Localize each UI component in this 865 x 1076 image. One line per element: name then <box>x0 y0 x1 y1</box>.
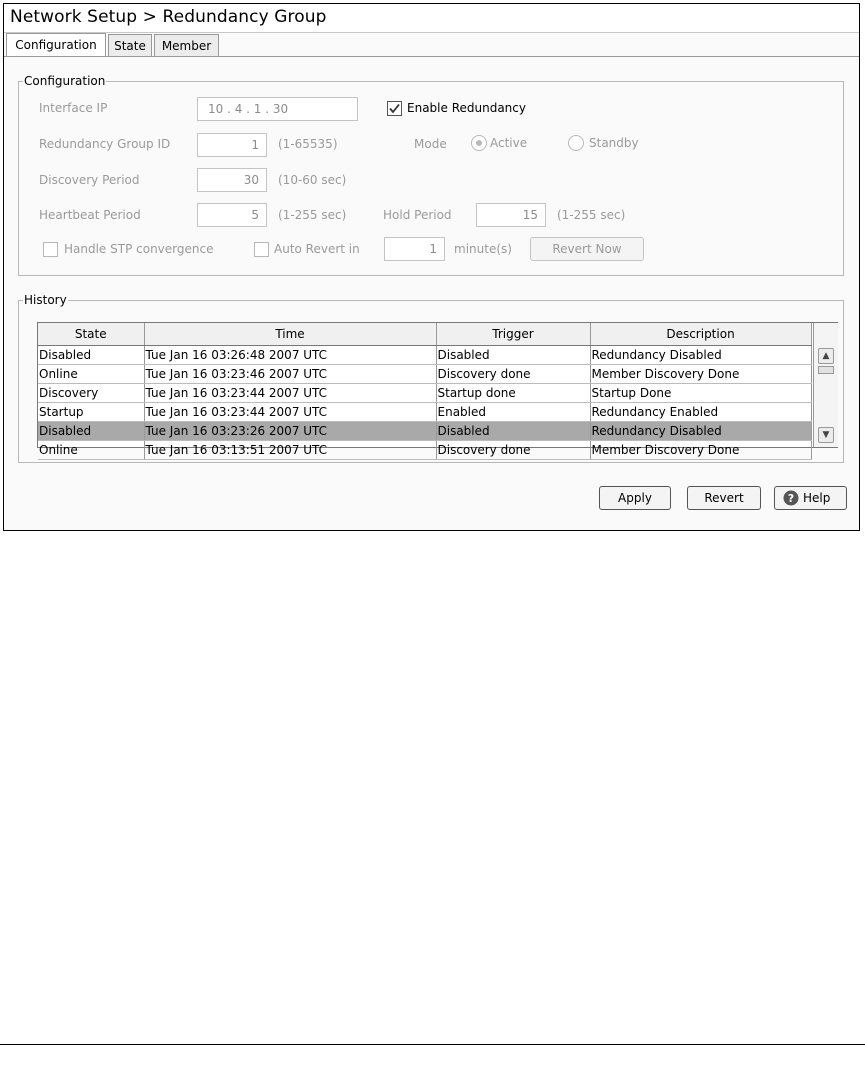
cell-description: Startup Done <box>590 384 811 403</box>
column-header-description[interactable]: Description <box>590 323 811 346</box>
group-id-range: (1-65535) <box>278 137 338 151</box>
mode-active-radio[interactable] <box>471 135 487 151</box>
page-title: Network Setup > Redundancy Group <box>10 7 327 27</box>
page-bottom-rule <box>0 1044 865 1045</box>
tab-state[interactable]: State <box>108 34 152 56</box>
enable-redundancy-label: Enable Redundancy <box>407 101 526 115</box>
cell-description: Redundancy Disabled <box>590 346 811 365</box>
auto-revert-minutes-field[interactable]: 1 <box>384 237 445 261</box>
cell-trigger: Discovery done <box>436 365 590 384</box>
hold-period-field[interactable]: 15 <box>476 203 546 227</box>
tab-member[interactable]: Member <box>154 34 219 56</box>
tab-configuration[interactable]: Configuration <box>6 33 106 57</box>
cell-state: Startup <box>38 403 144 422</box>
tab-divider <box>4 56 859 57</box>
radio-selected-dot <box>476 140 482 146</box>
cell-state: Disabled <box>38 422 144 441</box>
mode-standby-radio[interactable] <box>568 135 584 151</box>
table-row-selected[interactable] <box>38 422 811 441</box>
cell-time: Tue Jan 16 03:23:44 2007 UTC <box>144 384 436 403</box>
cell-trigger: Disabled <box>436 346 590 365</box>
column-header-trigger[interactable]: Trigger <box>436 323 590 346</box>
heartbeat-period-range: (1-255 sec) <box>278 208 347 222</box>
table-header-row <box>38 323 811 346</box>
group-id-field[interactable]: 1 <box>197 133 267 157</box>
cell-description: Redundancy Enabled <box>590 403 811 422</box>
heartbeat-period-label: Heartbeat Period <box>39 208 141 222</box>
redundancy-group-window <box>3 3 860 531</box>
cell-time: Tue Jan 16 03:26:48 2007 UTC <box>144 346 436 365</box>
column-header-state[interactable]: State <box>38 323 144 346</box>
enable-redundancy-checkbox[interactable] <box>387 101 402 116</box>
column-header-time[interactable]: Time <box>144 323 436 346</box>
revert-now-button[interactable]: Revert Now <box>530 237 644 261</box>
cell-state: Discovery <box>38 384 144 403</box>
table-row[interactable] <box>38 346 811 365</box>
cell-trigger: Discovery done <box>436 441 590 460</box>
cell-description: Redundancy Disabled <box>590 422 811 441</box>
cell-trigger: Startup done <box>436 384 590 403</box>
title-bar <box>4 4 859 33</box>
cell-state: Online <box>38 365 144 384</box>
revert-button[interactable]: Revert <box>687 486 761 510</box>
hold-period-label: Hold Period <box>383 208 452 222</box>
cell-trigger: Enabled <box>436 403 590 422</box>
scroll-up-icon[interactable]: ▲ <box>818 348 834 364</box>
mode-active-label: Active <box>490 136 528 150</box>
table-row[interactable] <box>38 384 811 403</box>
hold-period-range: (1-255 sec) <box>557 208 626 222</box>
discovery-period-label: Discovery Period <box>39 173 140 187</box>
table-row[interactable] <box>38 365 811 384</box>
help-label: Help <box>803 491 831 505</box>
history-legend: History <box>24 293 67 307</box>
stp-convergence-checkbox[interactable] <box>43 242 58 257</box>
help-button[interactable] <box>774 486 847 510</box>
cell-time: Tue Jan 16 03:13:51 2007 UTC <box>144 441 436 460</box>
interface-ip-field[interactable]: 10 . 4 . 1 . 30 <box>197 97 358 121</box>
mode-standby-label: Standby <box>589 136 639 150</box>
discovery-period-field[interactable]: 30 <box>197 168 267 192</box>
interface-ip-label: Interface IP <box>39 101 108 115</box>
checkmark-icon <box>389 103 400 114</box>
cell-description: Member Discovery Done <box>590 365 811 384</box>
scrollbar-thumb[interactable] <box>818 366 834 374</box>
table-row[interactable] <box>38 441 811 460</box>
scroll-down-icon[interactable]: ▼ <box>818 427 834 443</box>
table-row[interactable] <box>38 403 811 422</box>
cell-state: Online <box>38 441 144 460</box>
cell-time: Tue Jan 16 03:23:46 2007 UTC <box>144 365 436 384</box>
mode-label: Mode <box>414 137 447 151</box>
cell-state: Disabled <box>38 346 144 365</box>
cell-time: Tue Jan 16 03:23:26 2007 UTC <box>144 422 436 441</box>
history-table <box>37 322 838 457</box>
help-icon <box>783 490 799 506</box>
svg-text:?: ? <box>787 492 795 505</box>
history-scrollbar[interactable] <box>813 323 838 447</box>
stp-convergence-label: Handle STP convergence <box>64 242 214 256</box>
discovery-period-range: (10-60 sec) <box>278 173 347 187</box>
configuration-legend: Configuration <box>24 74 106 88</box>
cell-trigger: Disabled <box>436 422 590 441</box>
auto-revert-unit: minute(s) <box>454 242 512 256</box>
group-id-label: Redundancy Group ID <box>39 137 171 151</box>
apply-button[interactable]: Apply <box>599 486 671 510</box>
auto-revert-checkbox[interactable] <box>254 242 269 257</box>
cell-time: Tue Jan 16 03:23:44 2007 UTC <box>144 403 436 422</box>
heartbeat-period-field[interactable]: 5 <box>197 203 267 227</box>
auto-revert-label: Auto Revert in <box>274 242 360 256</box>
cell-description: Member Discovery Done <box>590 441 811 460</box>
